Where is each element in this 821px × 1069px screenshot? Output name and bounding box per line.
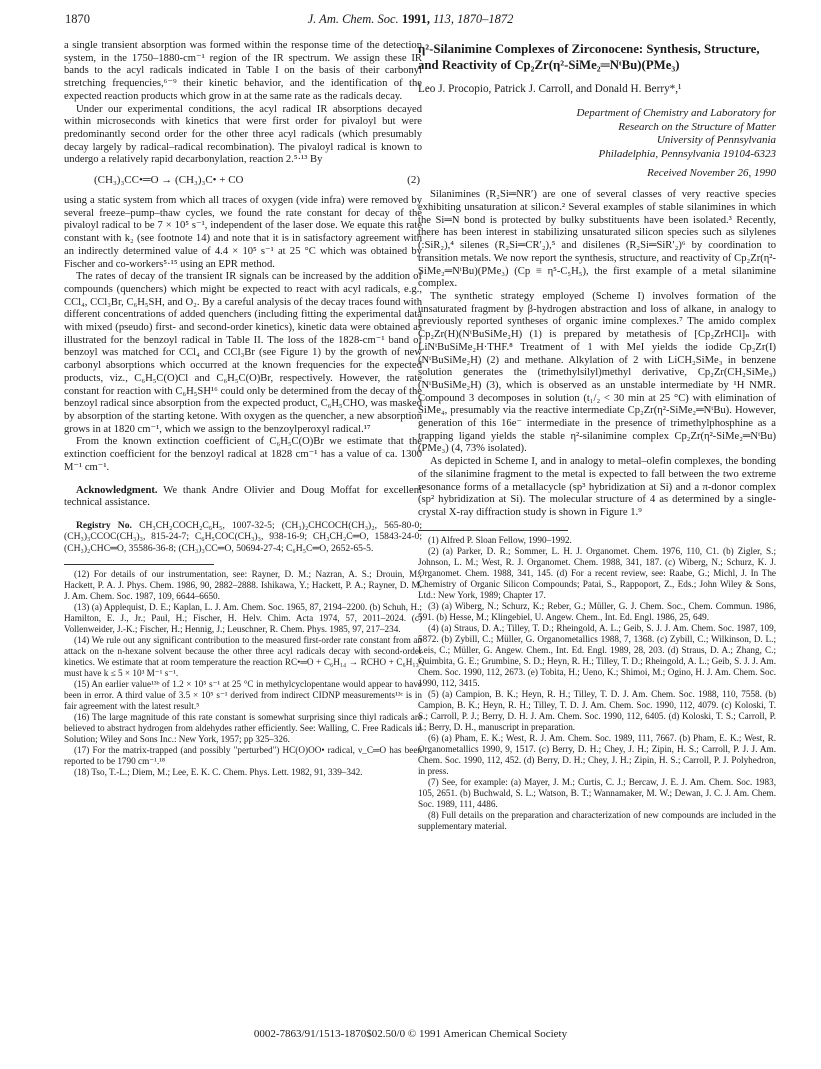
- left-column: [64, 40, 422, 778]
- footnote: (4) (a) Straus, D. A.; Tilley, T. D.; Rheingold, A. L.; Geib, S. J. J. Am. Chem. Soc. 1987, 109, 5872. (b) Zybill, C.; Müller, G. Organometallics 1988, 7, 1368. (c) Zybill, C.; Wilkinson, D. L.; Leis, C.; Müller, G. Angew. Chem., Int. Ed. Engl. 1989, 28, 203. (d) Straus, D. A.; Zhang, C.; Quimbita, G. E.; Grumbine, S. D.; Heyn, R. H.; Tilley, T. D.; Rheingold, A. L.; Geib, S. J. J. Am. Chem. Soc. 1990, 112, 2673. (e) Tobita, H.; Ueno, K.; Shimoi, M.; Ogino, H. J. Am. Chem. Soc. 1990, 112, 3415.: [418, 622, 776, 688]
- footnote: (17) For the matrix-trapped (and possibly "perturbed") HC(O)OO• radical, ν_C═O has been reported to be 1790 cm⁻¹.¹⁸: [64, 745, 422, 767]
- article-title: η²-Silanimine Complexes of Zirconocene: Synthesis, Structure, and Reactivity of Cp₂Zr(η²-SiMe₂═NᵗBu)(PMe₃): [418, 42, 760, 72]
- footnote-divider: [64, 564, 214, 565]
- body-paragraph: As depicted in Scheme I, and in analogy to metal–olefin complexes, the bonding of the silanimine fragment to the metal is expected to fall between the two extreme resonance forms of a metallacycle (sp³ hybridization at Si) and a π-donor complex (sp² hybridization at Si). The molecular structure of 4 as determined by a single-crystal X-ray diffraction study is shown in Figure 1.⁹: [418, 456, 776, 518]
- journal-volume: 113,: [433, 12, 455, 26]
- body-paragraph: The rates of decay of the transient IR signals can be increased by the addition of compounds (quenchers) which might be expected to react with acyl radicals, e.g., CCl₄, CCl₃Br, C₆H₅SH, and O₂. By a careful analysis of the decay traces found with different concentrations of added quenchers (including fitting the experimental data with mixed (pseudo) first- and second-order kinetics), kinetic data were obtained as illustrated for the benzoyl radical in Table II. The loss of the 1828-cm⁻¹ band of benzoyl was matched for CCl₄ and CCl₃Br (see Figure 1) by the growth of new carbonyl absorptions which occurred at the known frequencies for the expected products, viz., C₆H₅C(O)Cl and C₆H₅C(O)Br, respectively. However, the rate constant for reaction with C₆H₅SH¹⁶ could only be determined from the decay of the benzoyl radical since absorption from the expected product, C₆H₅CHO, was masked by absorption of the starting ketone. With oxygen as the quencher, a new absorption grows in at 1820 cm⁻¹, which we assign to the benzoylperoxyl radical.¹⁷: [64, 271, 422, 435]
- footnote: (5) (a) Campion, B. K.; Heyn, R. H.; Tilley, T. D. J. Am. Chem. Soc. 1988, 110, 7558. (b) Campion, B. K.; Heyn, R. H.; Tilley, T. D. J. Am. Chem. Soc. 1990, 112, 4079. (c) Koloski, T. S.; Carroll, P. J.; Berry, D. H. J. Am. Chem. Soc. 1990, 112, 6405. (d) Koloski, T. S.; Carroll, P. J.; Berry, D. H., manuscript in preparation.: [418, 688, 776, 732]
- article-authors: Leo J. Procopio, Patrick J. Carroll, and Donald H. Berry*,¹: [418, 83, 682, 95]
- body-paragraph: Silanimines (R₂Si═NR′) are one of several classes of very reactive species exhibiting unsaturation at silicon.² Several examples of stable silanimines in which the Si═N bond is protected by bulky substituents have been isolated.³ Recently, there has been interest in stabilizing unsaturated silicon species such as silylenes (:SiR₂),⁴ silenes (R₂Si═CR′₂),⁵ and disilenes (R₂Si═SiR′₂)⁶ by coordination to transition metals. We now report the synthesis, structure, and reactivity of Cp₂Zr(η²-SiMe₂═NᵗBu)(PMe₃) (Cp ≡ η⁵-C₅H₅), the first example of a metal silanimine complex.: [418, 189, 776, 290]
- acknowledgment-label: Acknowledgment.: [76, 484, 158, 496]
- acknowledgment-text: We thank Andre Olivier and Doug Moffat for excellent technical assistance.: [64, 484, 422, 509]
- footnote: (3) (a) Wiberg, N.; Schurz, K.; Reber, G.; Müller, G. J. Chem. Soc., Chem. Commun. 1986, 591. (b) Hesse, M.; Klingebiel, U. Angew. Chem., Int. Ed. Engl. 1986, 25, 649.: [418, 600, 776, 622]
- body-paragraph: From the known extinction coefficient of C₆H₅C(O)Br we estimate that the extinction coefficient for the benzoyl radical at 1828 cm⁻¹ has a value of ca. 1300 M⁻¹ cm⁻¹.: [64, 436, 422, 473]
- journal-citation: [0, 12, 821, 27]
- footnote: (2) (a) Parker, D. R.; Sommer, L. H. J. Organomet. Chem. 1976, 110, C1. (b) Zigler, S.; Johnson, L. M.; West, R. J. Organomet. Chem. 1988, 341, 187. (c) Wiberg, N.; Schurz, K. J. Organomet. Chem. 1988, 341, 145. (d) For a recent review, see: Raabe, G.; Michl, J. In The Chemistry of Organic Silicon Compounds; Patai, S., Rappoport, Z., Eds.; John Wiley & Sons, Ltd.: New York, 1989; Chapter 17.: [418, 545, 776, 600]
- running-header: [0, 12, 821, 30]
- affiliation-line: Research on the Structure of Matter: [618, 120, 776, 133]
- affiliation-line: Philadelphia, Pennsylvania 19104-6323: [598, 147, 776, 160]
- footnote: (16) The large magnitude of this rate constant is somewhat surprising since thiyl radicals are believed to abstract hydrogen from aldehydes rather efficiently. See: Walling, C. Free Radicals in Solution; Wiley and Sons Inc.: New York, 1957; pp 325–326.: [64, 712, 422, 745]
- journal-name: J. Am. Chem. Soc.: [307, 12, 399, 26]
- reaction-number: (2): [407, 174, 420, 187]
- footnote: (7) See, for example: (a) Mayer, J. M.; Curtis, C. J.; Bercaw, J. E. J. Am. Chem. Soc. 1983, 105, 2651. (b) Buchwald, S. L.; Watson, B. T.; Wannamaker, M. W.; Dewan, J. C. J. Am. Chem. Soc. 1989, 111, 4486.: [418, 776, 776, 809]
- body-paragraph: a single transient absorption was formed within the response time of the detection system, in the 1750–1880-cm⁻¹ region of the IR spectrum. We assign these IR bands to the acyl radicals indicated in Table I on the basis of their carbonyl stretching frequencies,⁶⁻⁹ their kinetic behavior, and the identification of the expected reaction products which grow in at the same rate as the radicals decay.: [64, 40, 422, 102]
- journal-pages: 1870–1872: [457, 12, 514, 26]
- footnote: (6) (a) Pham, E. K.; West, R. J. Am. Chem. Soc. 1989, 111, 7667. (b) Pham, E. K.; West, R. Organometallics 1990, 9, 1517. (c) Berry, D. H.; Chey, J. H.; Zipin, H. S.; Carroll, P. J. J. Am. Chem. Soc. 1990, 112, 452. (d) Berry, D. H.; Chey, J. H.; Zipin, H. S.; Carroll, P. J. Polyhedron, in press.: [418, 732, 776, 776]
- registry-numbers: [64, 520, 422, 554]
- footnote-divider: [418, 530, 568, 531]
- page-footer: 0002-7863/91/1513-1870$02.50/0 © 1991 American Chemical Society: [253, 1028, 568, 1040]
- affiliation-line: University of Pennsylvania: [656, 134, 776, 147]
- registry-label: Registry No.: [76, 519, 132, 531]
- footnote: (12) For details of our instrumentation, see: Rayner, D. M.; Nazran, A. S.; Drouin, M.; Hackett, P. A. J. Phys. Chem. 1986, 90, 2882–2888. Ishikawa, Y.; Hackett, P. A.; Rayner, D. M. J. Am. Chem. Soc. 1987, 109, 6644–6650.: [64, 569, 422, 602]
- body-paragraph: The synthetic strategy employed (Scheme I) involves formation of the unsaturated fragment by β-hydrogen abstraction and loss of alkane, in analogy to previously reported syntheses of organic imine complexes.⁷ The amido complex Cp₂Zr(H)(NᵗBuSiMe₂H) (1) is prepared by metathesis of [Cp₂ZrHCl]ₙ with LiNᵗBuSiMe₂H·THF.⁸ Treatment of 1 with MeI yields the iodide Cp₂Zr(I)(NᵗBuSiMe₂H) (2) and methane. Alkylation of 2 with LiCH₂SiMe₃ in benzene solution generates the (trimethylsilyl)methyl derivative, Cp₂Zr(CH₂SiMe₃)(NᵗBuSiMe₂H) (3), which is observed as an unstable intermediate by ¹H NMR. Compound 3 decomposes in solution (t₁/₂ < 30 min at 25 °C) with elimination of SiMe₄, presumably via the reactive intermediate Cp₂Zr(η²-SiMe₂═NᵗBu). However, generation of this 16e⁻ intermediate in the presence of trimethylphosphine as a trapping ligand yields the stable η²-silanimine complex Cp₂Zr(η²-SiMe₂═NᵗBu)(PMe₃) (4, 73% isolated).: [418, 291, 776, 455]
- reaction-equation: [64, 173, 422, 189]
- footnote: (13) (a) Applequist, D. E.; Kaplan, L. J. Am. Chem. Soc. 1965, 87, 2194–2200. (b) Schuh, H.; Hamilton, E. J., Jr.; Paul, H.; Fischer, H. Helv. Chim. Acta 1974, 57, 2011–2024. (c) Vollenweider, J.-K.; Fischer, H.; Hennig, J.; Leuschner, R. Chem. Phys. 1985, 97, 217–234.: [64, 602, 422, 635]
- author-affiliation: [418, 107, 776, 161]
- right-column: [418, 40, 776, 832]
- page-number: 1870: [65, 12, 90, 26]
- affiliation-line: Department of Chemistry and Laboratory for: [576, 107, 776, 119]
- footnote: (15) An earlier value¹³ᵇ of 1.2 × 10⁵ s⁻¹ at 25 °C in methylcyclopentane would appear to have been in error. A third value of 3.5 × 10⁵ s⁻¹ derived from indirect CIDNP measurements¹³ᶜ is in fair agreement with the latest result.⁵: [64, 679, 422, 712]
- acknowledgment: [64, 485, 422, 510]
- footnote: (8) Full details on the preparation and characterization of new compounds are included in the supplementary material.: [418, 809, 776, 831]
- registry-text: CH₃CH₂COCH₂C₆H₅, 1007-32-5; (CH₃)₂CHCOCH(CH₃)₂, 565-80-0; (CH₃)₃CCOC(CH₃)₃, 815-24-7; C₆H₅COC(CH₃)₃, 938-16-9; CH₃CH₂C═O, 15843-24-0; (CH₃)₂CHC═O, 35586-36-8; (CH₃)₃CC═O, 50694-27-4; C₆H₅C═O, 2652-65-5.: [64, 519, 422, 554]
- reaction-formula: (CH₃)₃CC•═O → (CH₃)₃C• + CO: [94, 174, 244, 187]
- received-date: Received November 26, 1990: [647, 167, 776, 180]
- journal-year: 1991,: [401, 12, 430, 26]
- footnote: (18) Tso, T.-L.; Diem, M.; Lee, E. K. C. Chem. Phys. Lett. 1982, 91, 339–342.: [74, 767, 363, 778]
- body-paragraph: using a static system from which all traces of oxygen (vide infra) were removed by several freeze–pump–thaw cycles, we found the rate constant for decay of the pivaloyl radical to be 7 × 10⁵ s⁻¹, independent of the laser dose. We equate this rate constant with k₂ (see footnote 14) and note that it is in satisfactory agreement with an indirectly determined value of 4.4 × 10⁵ s⁻¹ at 25 °C which was obtained by Fischer and co-workers⁵·¹⁵ using an EPR method.: [64, 195, 422, 270]
- footnote: (1) Alfred P. Sloan Fellow, 1990–1992.: [428, 534, 572, 545]
- body-paragraph: Under our experimental conditions, the acyl radical IR absorptions decayed within microseconds with kinetics that were first order for pivaloyl but were predominantly second order for the other three acyl radicals (which presumably decay largely by radical–radical recombination). The pivaloyl radical is known to undergo a relatively rapid decarbonylation, reaction 2.⁵·¹³ By: [64, 103, 422, 166]
- footnote: (14) We rule out any significant contribution to the measured first-order rate constant from an attack on the n-hexane solvent because the other three acyl radicals decay with second-order kinetics. We estimate that at room temperature the reaction RC•═O + C₆H₁₄ → RCHO + C₆H₁₃• must have k ≤ 5 × 10³ M⁻¹ s⁻¹.: [64, 635, 422, 679]
